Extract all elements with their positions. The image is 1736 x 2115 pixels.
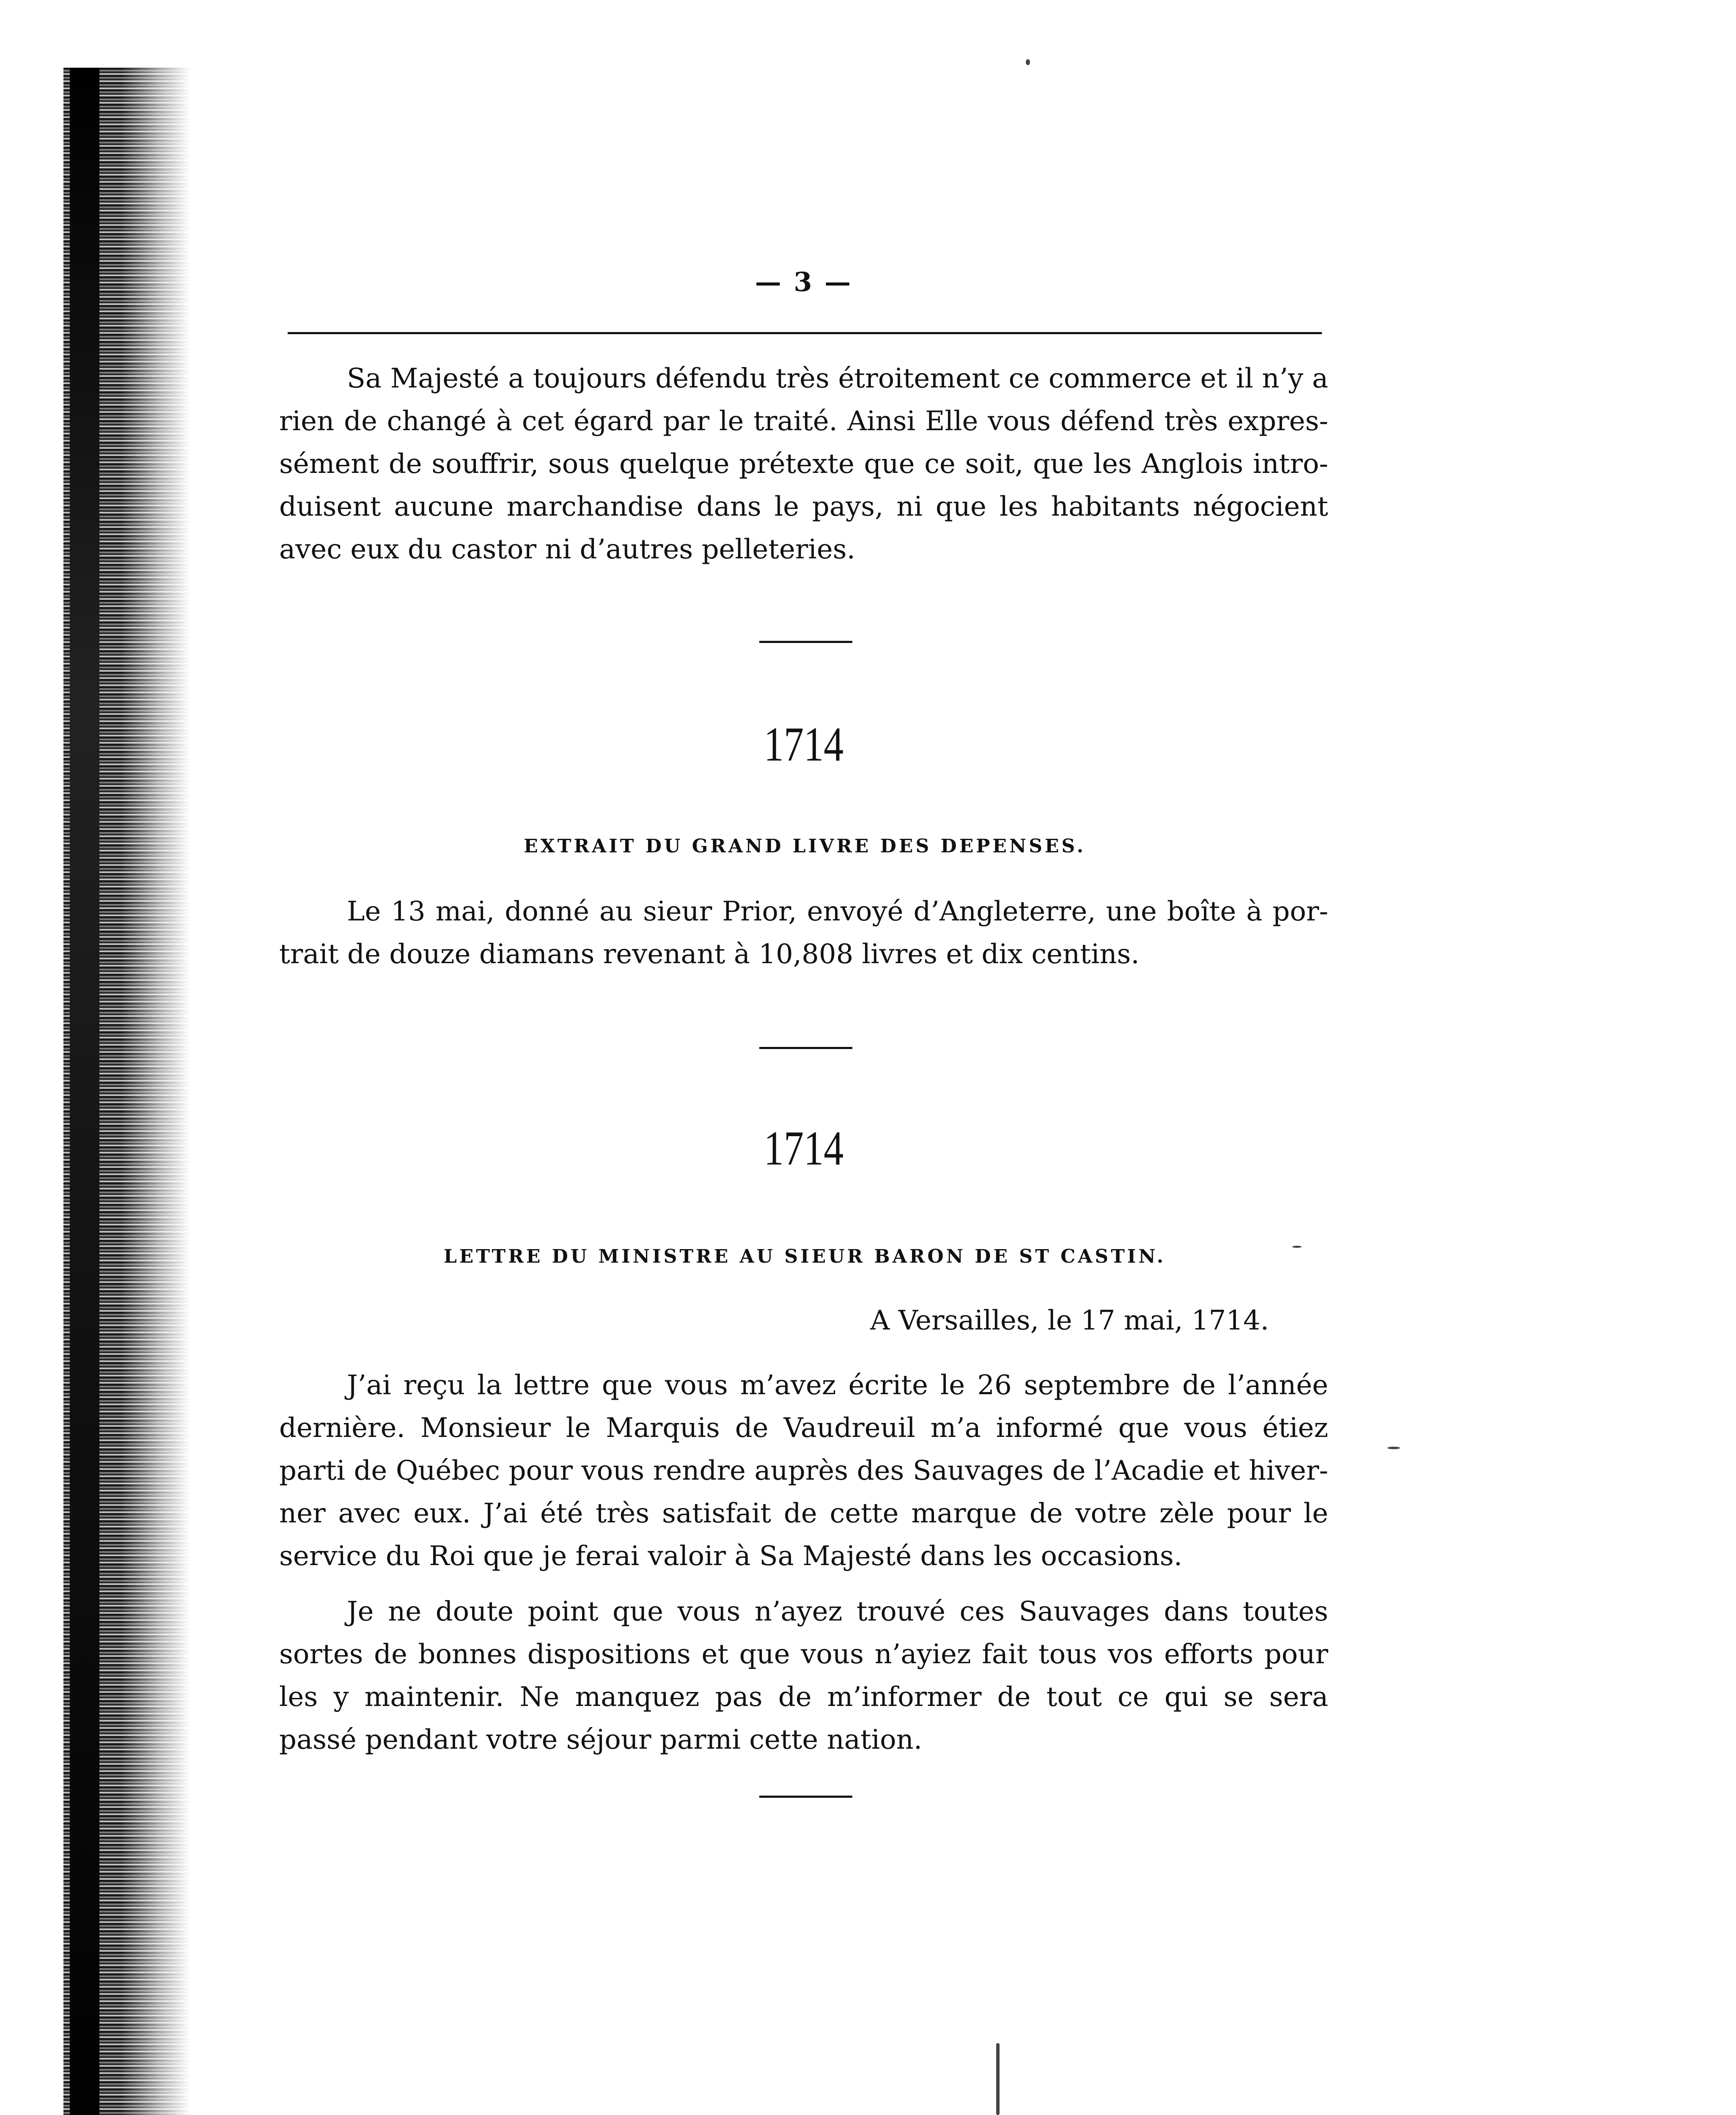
text-line: rien de changé à cet égard par le traité. Ainsi Elle vous défend très expres- bbox=[279, 406, 1328, 437]
text-line: Je ne doute point que vous n’ayez trouvé ces Sauvages dans toutes bbox=[347, 1596, 1328, 1627]
section-year: 1714 bbox=[764, 717, 844, 771]
text-line: trait de douze diamans revenant à 10,808 livres et dix centins. bbox=[279, 939, 1140, 970]
section-divider bbox=[759, 641, 852, 643]
text-line: passé pendant votre séjour parmi cette nation. bbox=[279, 1724, 923, 1755]
letter-dateline: A Versailles, le 17 mai, 1714. bbox=[870, 1305, 1269, 1336]
section-title: LETTRE DU MINISTRE AU SIEUR BARON DE ST CASTIN. bbox=[443, 1246, 1166, 1267]
scan-speck bbox=[1026, 59, 1030, 65]
letter-paragraph-2 bbox=[279, 1590, 1328, 1761]
letter-paragraph-1 bbox=[279, 1364, 1328, 1578]
text-line: sortes de bonnes dispositions et que vous n’ayiez fait tous vos efforts pour bbox=[279, 1639, 1328, 1670]
text-line: ner avec eux. J’ai été très satisfait de cette marque de votre zèle pour le bbox=[279, 1498, 1328, 1529]
opening-paragraph bbox=[279, 357, 1328, 571]
text-line: dernière. Monsieur le Marquis de Vaudreuil m’a informé que vous étiez bbox=[279, 1412, 1328, 1444]
section-title: EXTRAIT DU GRAND LIVRE DES DEPENSES. bbox=[524, 835, 1086, 857]
text-line: Sa Majesté a toujours défendu très étroitement ce commerce et il n’y a bbox=[347, 363, 1328, 394]
text-line: parti de Québec pour vous rendre auprès des Sauvages de l’Acadie et hiver- bbox=[279, 1455, 1328, 1486]
text-line: J’ai reçu la lettre que vous m’avez écrite le 26 septembre de l’année bbox=[347, 1370, 1328, 1401]
header-rule bbox=[288, 332, 1322, 334]
scan-speck bbox=[996, 2043, 1000, 2115]
page-number: — 3 — bbox=[755, 266, 853, 297]
section-divider bbox=[759, 1796, 852, 1798]
text-line: avec eux du castor ni d’autres pelleteries. bbox=[279, 534, 855, 565]
text-line: Le 13 mai, donné au sieur Prior, envoyé d’Angleterre, une boîte à por- bbox=[347, 896, 1328, 927]
section-year: 1714 bbox=[764, 1121, 844, 1175]
scan-speck bbox=[1387, 1447, 1400, 1449]
text-line: sément de souffrir, sous quelque prétexte que ce soit, que les Anglois intro- bbox=[279, 448, 1328, 480]
text-line: service du Roi que je ferai valoir à Sa Majesté dans les occasions. bbox=[279, 1541, 1183, 1572]
scan-speck bbox=[1292, 1246, 1302, 1248]
expense-entry bbox=[279, 890, 1328, 976]
section-divider bbox=[759, 1047, 852, 1049]
scan-binding-shadow bbox=[70, 68, 99, 2115]
text-line: duisent aucune marchandise dans le pays, ni que les habitants négocient bbox=[279, 491, 1328, 522]
text-line: les y maintenir. Ne manquez pas de m’informer de tout ce qui se sera bbox=[279, 1681, 1328, 1713]
